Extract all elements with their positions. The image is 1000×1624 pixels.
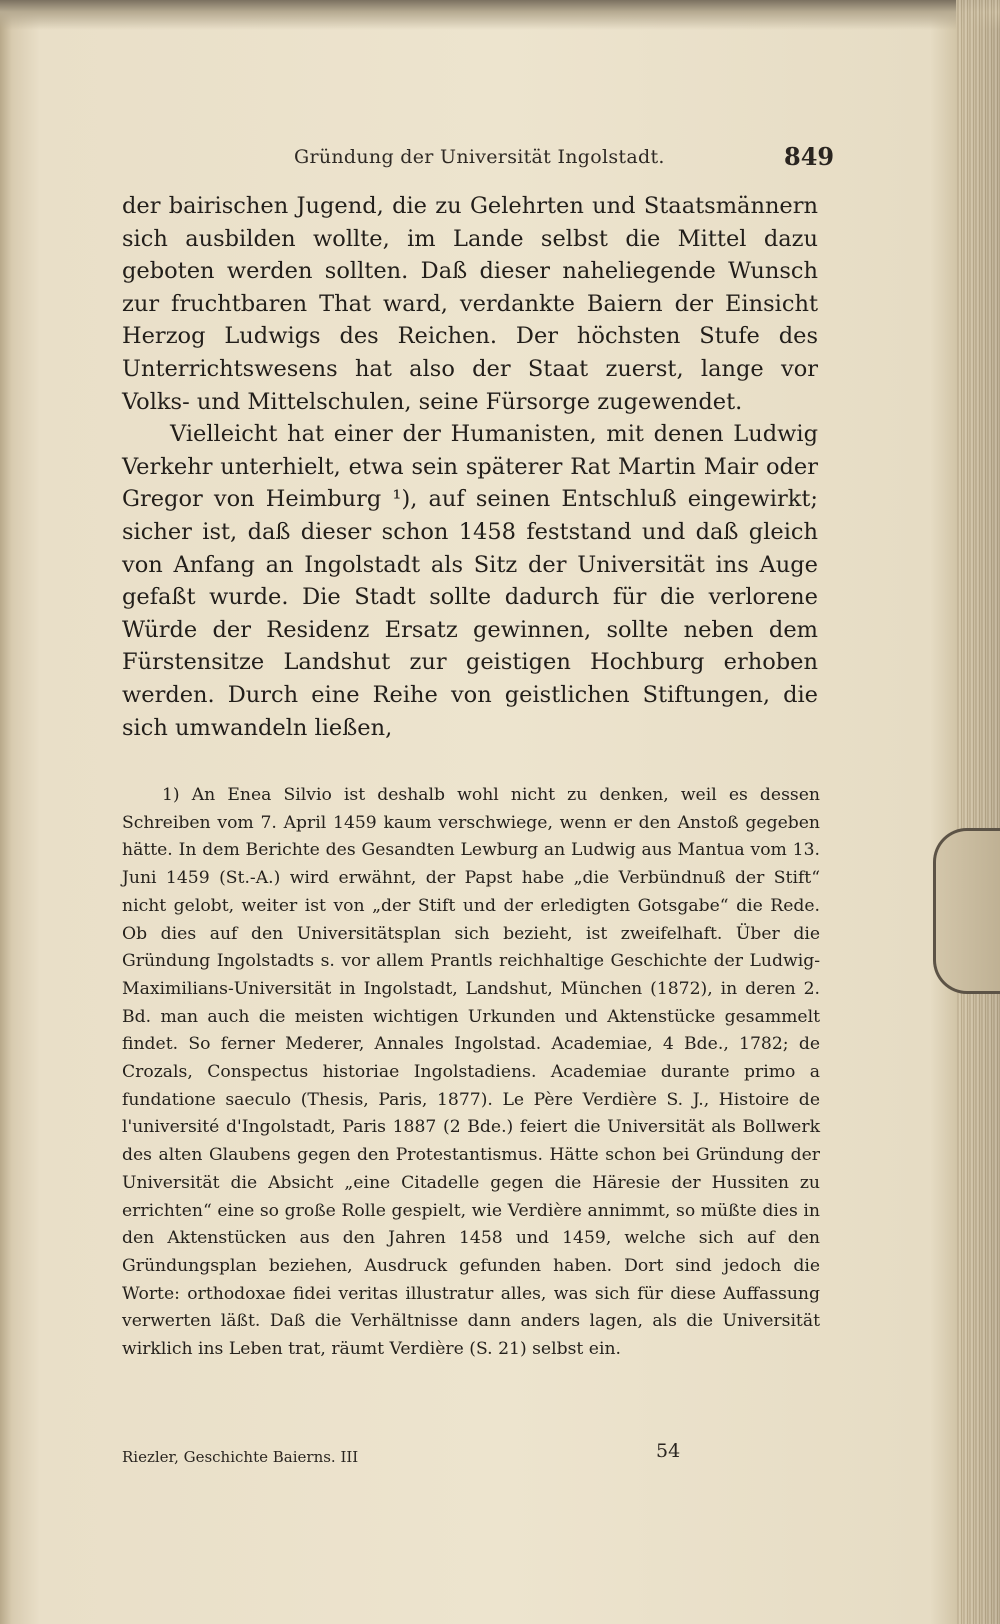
signature-number: 54 <box>656 1440 681 1462</box>
running-head-title: Gründung der Universität Ingolstadt. <box>294 146 665 168</box>
page-number: 849 <box>784 142 835 171</box>
book-clip-tab <box>933 828 1000 994</box>
body-paragraph-1: der bairischen Jugend, die zu Gelehrten und Staatsmännern sich ausbilden wollte, im Lande selbst die Mittel dazu geboten werden sollten. Daß dieser naheliegende Wunsch zur fruchtbaren That ward, verdankte Baiern der Einsicht Herzog Ludwigs des Reichen. Der höchsten Stufe des Unterrichtswesens hat also der Staat zuerst, lange vor Volks- und Mittelschulen, seine Fürsorge zugewendet. <box>122 193 818 415</box>
page-stack-edge <box>956 0 1000 1624</box>
footnote-1: 1) An Enea Silvio ist deshalb wohl nicht zu denken, weil es dessen Schreiben vom 7. April 1459 kaum verschwiege, wenn er den Anstoß gegeben hätte. In dem Berichte des Gesandten Lewburg an Ludwig aus Mantua vom 13. Juni 1459 (St.-A.) wird erwähnt, der Papst habe „die Verbündnuß der Stift“ nicht gelobt, weiter ist von „der Stift und der erledigten Gotsgabe“ die Rede. Ob dies auf den Universitätsplan sich bezieht, ist zweifelhaft. Über die Gründung Ingolstadts s. vor allem Prantls reichhaltige Geschichte der Ludwig-Maximilians-Universität in Ingolstadt, Landshut, München (1872), in deren 2. Bd. man auch die meisten wichtigen Urkunden und Aktenstücke gesammelt findet. So ferner Mederer, Annales Ingolstad. Academiae, 4 Bde., 1782; de Crozals, Conspectus historiae Ingolstadiens. Academiae durante primo a fundatione saeculo (Thesis, Paris, 1877). Le Père Verdière S. J., Histoire de l'université d'Ingolstadt, Paris 1887 (2 Bde.) feiert die Universität als Bollwerk des alten Glaubens gegen den Protestantismus. Hätte schon bei Gründung der Universität die Absicht „eine Citadelle gegen die Häresie der Hussiten zu errichten“ eine so große Rolle gespielt, wie Verdière annimmt, so müßte dies in den Aktenstücken aus den Jahren 1458 und 1459, welche sich auf den Gründungsplan beziehen, Ausdruck gefunden haben. Dort sind jedoch die Worte: orthodoxae fidei veritas illustratur alles, was sich für diese Auffassung verwerten läßt. Daß die Verhältnisse dann anders lagen, als die Universität wirklich ins Leben trat, räumt Verdière (S. 21) selbst ein. <box>122 785 820 1360</box>
footnote-block <box>122 782 820 1364</box>
printer-signature: Riezler, Geschichte Baierns. III <box>122 1448 359 1466</box>
body-paragraph-2: Vielleicht hat einer der Humanisten, mit denen Ludwig Verkehr unterhielt, etwa sein späterer Rat Martin Mair oder Gregor von Heimburg ¹), auf seinen Entschluß eingewirkt; sicher ist, daß dieser schon 1458 feststand und daß gleich von Anfang an Ingolstadt als Sitz der Universität ins Auge gefaßt wurde. Die Stadt sollte dadurch für die verlorene Würde der Residenz Ersatz gewinnen, sollte neben dem Fürstensitze Landshut zur geistigen Hochburg erhoben werden. Durch eine Reihe von geistlichen Stiftungen, die sich umwandeln ließen, <box>122 421 818 741</box>
running-head <box>0 142 1000 182</box>
page-top-edge-shadow <box>0 0 1000 30</box>
main-text-block <box>122 190 818 744</box>
